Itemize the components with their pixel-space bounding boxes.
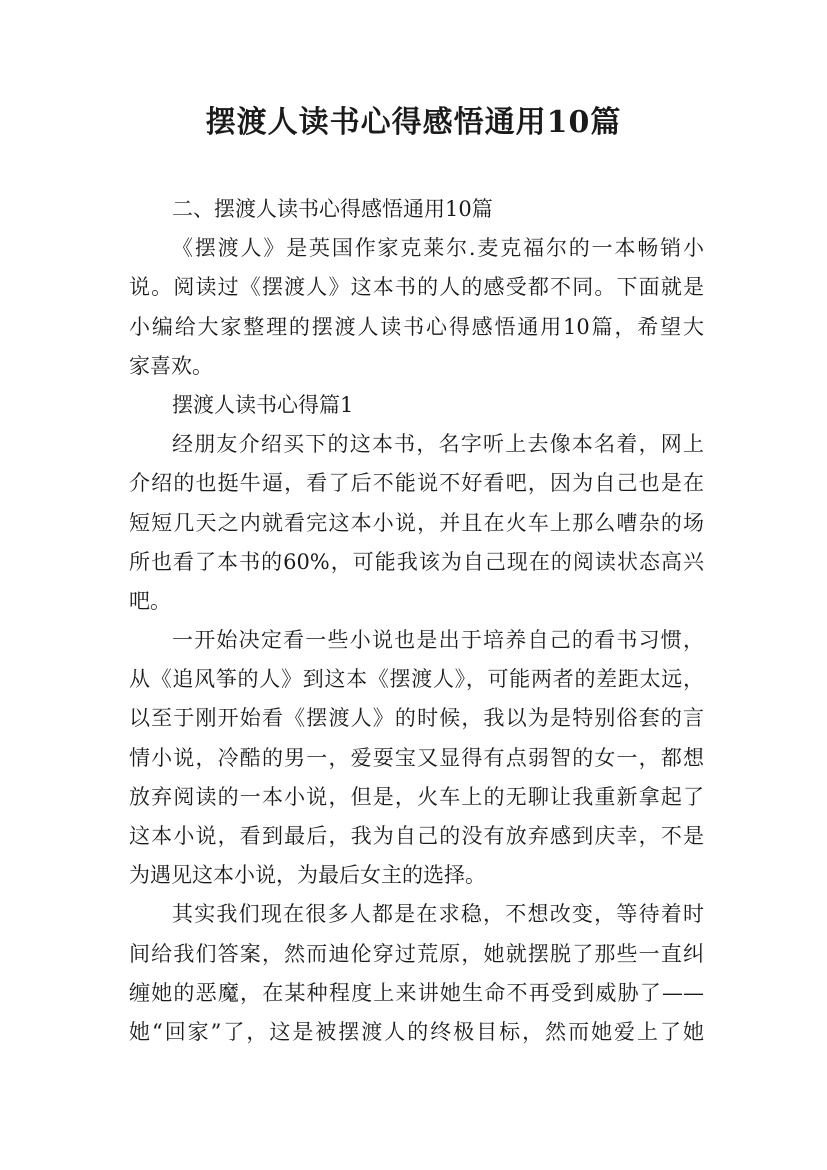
text-line: 她“回家”了，这是被摆渡人的终极目标，然而她爱上了她: [129, 1019, 704, 1044]
text-line: 间给我们答案，然而迪伦穿过荒原，她就摆脱了那些一直纠: [129, 941, 704, 966]
text-line: 一开始决定看一些小说也是出于培养自己的看书习惯，: [172, 628, 704, 653]
text-line: 二、摆渡人读书心得感悟通用10篇: [172, 197, 493, 221]
text-line: 所也看了本书的60%，可能我该为自己现在的阅读状态高兴: [129, 549, 704, 574]
text-line: 其实我们现在很多人都是在求稳，不想改变，等待着时: [172, 902, 704, 927]
text-line: 从《追风筝的人》到这本《摆渡人》，可能两者的差距太远，: [129, 667, 704, 692]
text-line: 这本小说，看到最后，我为自己的没有放弃感到庆幸，不是: [129, 824, 704, 848]
text-line: 说。阅读过《摆渡人》这本书的人的感受都不同。下面就是: [129, 275, 704, 300]
text-line: 以至于刚开始看《摆渡人》的时候，我以为是特别俗套的言: [129, 706, 704, 731]
text-line: 放弃阅读的一本小说，但是，火车上的无聊让我重新拿起了: [129, 784, 704, 809]
text-line: 《摆渡人》是英国作家克莱尔.麦克福尔的一本畅销小: [172, 236, 704, 261]
document-title: 摆渡人读书心得感悟通用10篇: [205, 105, 622, 140]
text-line: 摆渡人读书心得篇1: [172, 392, 354, 417]
text-line: 介绍的也挺牛逼，看了后不能说不好看吧，因为自己也是在: [129, 471, 704, 496]
text-line: 缠她的恶魔，在某种程度上来讲她生命不再受到威胁了——: [129, 980, 704, 1005]
document-body: [129, 190, 704, 1052]
text-line: 情小说，冷酷的男一，爱耍宝又显得有点弱智的女一，都想: [129, 745, 704, 770]
text-line: 吧。: [129, 588, 171, 613]
text-line: 短短几天之内就看完这本小说，并且在火车上那么嘈杂的场: [129, 510, 704, 535]
text-line: 家喜欢。: [129, 353, 213, 378]
text-line: 为遇见这本小说，为最后女主的选择。: [129, 863, 486, 888]
text-line: 小编给大家整理的摆渡人读书心得感悟通用10篇，希望大: [129, 314, 704, 339]
text-line: 经朋友介绍买下的这本书，名字听上去像本名着，网上: [172, 432, 704, 457]
